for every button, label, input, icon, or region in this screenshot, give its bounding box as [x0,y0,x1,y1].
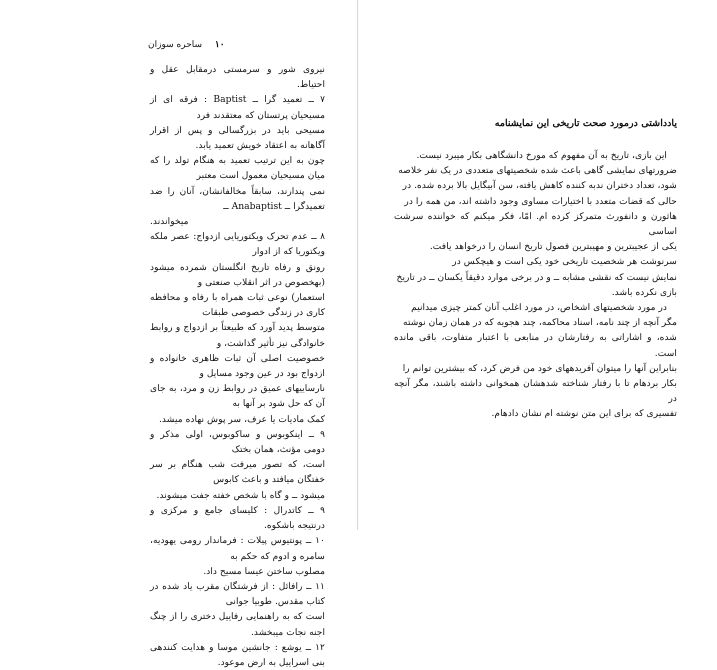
left-page [0,0,358,668]
text-line: حالی که قضات متعدد با اختیارات مساوی وجود داشته اند، من همه را در [404,195,677,207]
text-line: نمی پندارند، سابقاً مخالفانشان، آنان را ضد تعمیدگرا ــ Anabaptist ــ [150,185,325,212]
text-line: شود، تعداد دختران ندبه کننده کاهش یافته، سن آبیگایل بالا برده شده. در [402,180,677,192]
text-line: بازی نکرده باشد. [611,286,677,298]
text-line: نیروی شور و سرمستی درمقابل عقل و احتیاط. [150,64,325,91]
text-line: ۹ ــ کاتدرال : کلیسای جامع و مرکزی و درنتیجه باشکوه. [150,504,325,532]
running-head-title: ساحره سوزان [148,40,203,50]
right-page [359,0,717,530]
note-body [394,148,677,422]
text-line: ۹ ــ اینکوبوس و ساکوبوس، اولی مذکر و دومی مؤنث، همان بختک [150,428,325,456]
text-line: در مورد شخصیتهای اشخاص، در مورد اغلب آنان کمتر چیزی میدانیم [411,302,667,314]
text-line: تفسیری که برای این متن نوشته ام نشان دادهام. [491,408,677,420]
text-line: ضرورتهای نمایشی گاهی باعث شده شخصیتهای متعددی در یک نفر خلاصه [398,165,677,177]
text-line: مسیحی باید در بزرگسالی و پس از اقرار آگاهانه به اعتقاد خویش تعمید یابد. [150,124,325,152]
text-line: مگر آنچه از چند نامه، اسناد محاکمه، چند هجویه که در همان زمان نوشته [403,317,677,329]
text-line: نارساییهای عمیق در روابط زن و مرد، به جای آن که حل شود بر آنها به [150,383,325,410]
text-line: بنابراین آنها را میتوان آفریدههای خود من فرض کرد، که بیشترین توانم را [402,362,677,374]
text-line: شده، و اشاراتی به رفتارشان در منابعی با اعتبار متفاوت، باقی مانده است. [394,332,677,359]
text-line: میشود ــ و گاه با شخص خفته جفت میشوند. [156,489,325,501]
text-line: خصوصیت اصلی آن ثبات ظاهری خانواده و ازدواج بود در عین وجود مسایل و [150,352,325,380]
footnotes-text [150,62,325,670]
text-line: چون به این ترتیب تعمید به هنگام تولد را که میان مسیحیان معمول است معتبر [150,155,325,182]
text-line: کمک مادیات یا عرف، سر پوش نهاده میشد. [159,413,325,425]
text-line: است که به راهنمایی رفاییل دختری را از چنگ اجنه نجات میبخشد. [150,611,325,638]
text-line: سرنوشت هر شخصیت تاریخی خود یکی است و هیچکس در [452,256,677,268]
text-line: بکار بردهام تا با رفتار شناخته شدهشان همخوانی داشته باشند، مگر آنچه در [394,378,677,405]
page-number: ۱۰ [214,40,225,50]
text-line: ۱۲ ــ یوشع : جانشین موسا و هدایت کنندهی بنی اسراییل به ارض موعود. [150,641,325,668]
section-title: یادداشتی درمورد صحت تاریخی این نمایشنامه [494,118,677,129]
text-line: ۱۰ ــ پونتیوس پیلات : فرماندار رومی یهودیه، سامره و ادوم که حکم به [150,535,325,562]
text-line: ۸ ــ عدم تحرک ویکتوریایی ازدواج: عصر ملکه ویکتوریا که از ادوار [150,231,325,258]
text-line: میخواندند. [150,216,189,228]
text-line: متوسط پدید آورد که طبیعتاً بر ازدواج و روابط خانوادگی نیز تأثیر گذاشت، و [150,322,325,349]
running-header [148,40,225,50]
text-line: استعمار) نوعی ثبات همراه با رفاه و محافظه کاری در زندگی خصوصی طبقات [150,292,325,319]
text-line: یکی از عجیبترین و مهیبترین فصول تاریخ انسان را درخواهد یافت. [429,241,677,253]
text-line: ۱۱ ــ رافائل : از فرشتگان مقرب یاد شده در کتاب مقدس. طوبیا جوانی [150,580,325,608]
text-line: نمایش نیست که نقشی مشابه ــ و در برخی موارد دقیقاً یکسان ــ در تاریخ [396,271,677,283]
text-line: هاثورن و دانفورث متمرکز کرده ام. امّا، فکر میکنم که خواننده سرشت اساسی [394,210,677,238]
text-line: است، که تصور میرفت شب هنگام بر سر خفتگان میافتد و باعث کابوس [150,459,325,486]
text-line: این بازی، تاریخ به آن مفهوم که مورخ دانشگاهی بکار میبرد نیست. [416,150,667,161]
text-line: مصلوب ساختن عیسا مسیح داد. [203,565,325,577]
text-line: رونق و رفاه تاریخ انگلستان شمرده میشود (بهخصوص در اثر انقلاب صنعتی و [150,261,325,288]
text-line: ۷ ــ تعمید گرا ــ Baptist : فرقه ای از مسیحیان پرتستان که معتقدند فرد [150,94,325,121]
